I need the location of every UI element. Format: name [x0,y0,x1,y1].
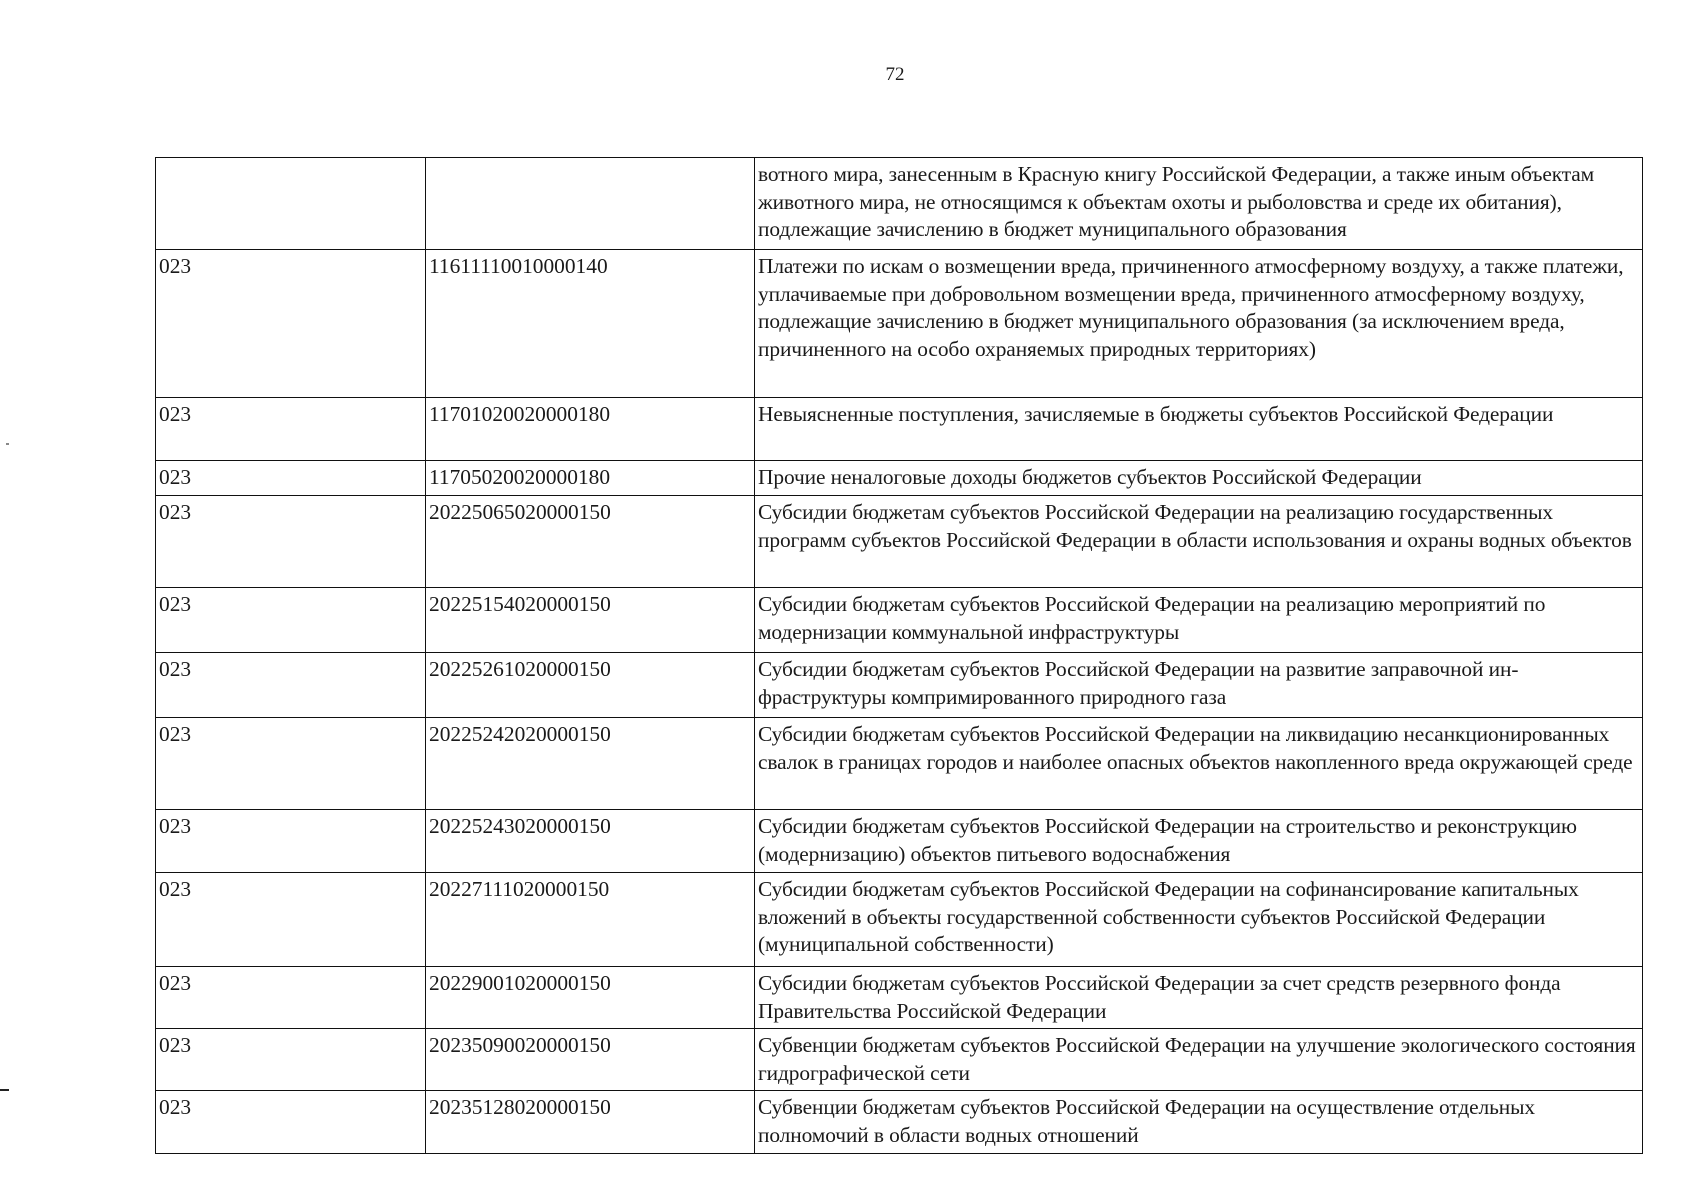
table-row [156,1091,1643,1154]
admin-code-cell: 023 [156,250,426,398]
description-cell: Субсидии бюджетам субъектов Российской Федерации на ликвидацию несанкционированных свалок в границах городов и наиболее опасных объектов накопленного вреда окружающей среде [755,718,1643,810]
admin-code-cell: 023 [156,653,426,718]
description-cell: Субсидии бюджетам субъектов Российской Федерации на развитие заправочной инфраструктуры компримированного природного газа [755,653,1643,718]
description-cell: Субсидии бюджетам субъектов Российской Федерации на софинансирование капитальных вложений в объекты государственной собственности субъектов Российской Федерации (муниципальной собственности) [755,873,1643,967]
scan-margin-mark [0,1089,9,1091]
description-cell: Субвенции бюджетам субъектов Российской Федерации на осуществление отдельных полномочий в области водных отношений [755,1091,1643,1154]
description-cell: Субсидии бюджетам субъектов Российской Федерации на реализацию государственных программ субъектов Российской Федерации в области использования и охраны водных объектов [755,496,1643,588]
scan-margin-dot [6,443,9,445]
table-row [156,873,1643,967]
budget-code-cell: 11701020020000180 [426,398,755,461]
table-row [156,1029,1643,1091]
budget-code-cell: 20229001020000150 [426,967,755,1029]
budget-code-cell: 11705020020000180 [426,461,755,496]
description-cell: Субсидии бюджетам субъектов Российской Федерации на реализацию мероприятий по модернизации коммунальной инфраструктуры [755,588,1643,653]
budget-code-cell: 20225154020000150 [426,588,755,653]
admin-code-cell: 023 [156,718,426,810]
admin-code-cell: 023 [156,496,426,588]
budget-code-cell: 20225065020000150 [426,496,755,588]
table-row [156,250,1643,398]
table-row [156,718,1643,810]
budget-code-cell: 20225243020000150 [426,810,755,873]
budget-code-cell: 20225242020000150 [426,718,755,810]
description-cell: Платежи по искам о возмещении вреда, причиненного атмосферному воздуху, а также платежи, уплачиваемые при добровольном возмещении вреда, причиненного атмосферному воздуху, подлежащие зачислению в бюджет муниципального образования (за исключением вреда, причиненного на особо охраняемых природных территориях) [755,250,1643,398]
table-row [156,158,1643,250]
description-cell: вотного мира, занесенным в Красную книгу Российской Федерации, а также иным объектам животного мира, не относящимся к объектам охоты и рыболовства и среде их обитания), подлежащие зачислению в бюджет муниципального образования [755,158,1643,250]
description-cell: Субвенции бюджетам субъектов Российской Федерации на улучшение экологического состояния гидрографической сети [755,1029,1643,1091]
budget-code-cell: 20227111020000150 [426,873,755,967]
budget-code-cell: 20225261020000150 [426,653,755,718]
budget-code-cell [426,158,755,250]
admin-code-cell: 023 [156,873,426,967]
admin-code-cell: 023 [156,967,426,1029]
budget-code-cell: 20235090020000150 [426,1029,755,1091]
table-row [156,967,1643,1029]
admin-code-cell: 023 [156,461,426,496]
budget-code-cell: 20235128020000150 [426,1091,755,1154]
table-row [156,653,1643,718]
table-row [156,810,1643,873]
admin-code-cell: 023 [156,398,426,461]
description-cell: Субсидии бюджетам субъектов Российской Федерации за счет средств резервного фонда Правительства Российской Федерации [755,967,1643,1029]
description-cell: Прочие неналоговые доходы бюджетов субъектов Российской Федерации [755,461,1643,496]
table-row [156,461,1643,496]
table-row [156,398,1643,461]
admin-code-cell: 023 [156,588,426,653]
revenue-codes-table [155,157,1643,1154]
table-row [156,588,1643,653]
admin-code-cell: 023 [156,1091,426,1154]
description-cell: Невыясненные поступления, зачисляемые в бюджеты субъектов Российской Федерации [755,398,1643,461]
admin-code-cell: 023 [156,1029,426,1091]
admin-code-cell: 023 [156,810,426,873]
page-number: 72 [885,64,905,85]
table-row [156,496,1643,588]
admin-code-cell [156,158,426,250]
description-cell: Субсидии бюджетам субъектов Российской Федерации на строительство и реконструкцию (модернизацию) объектов питьевого водоснабжения [755,810,1643,873]
budget-code-cell: 11611110010000140 [426,250,755,398]
